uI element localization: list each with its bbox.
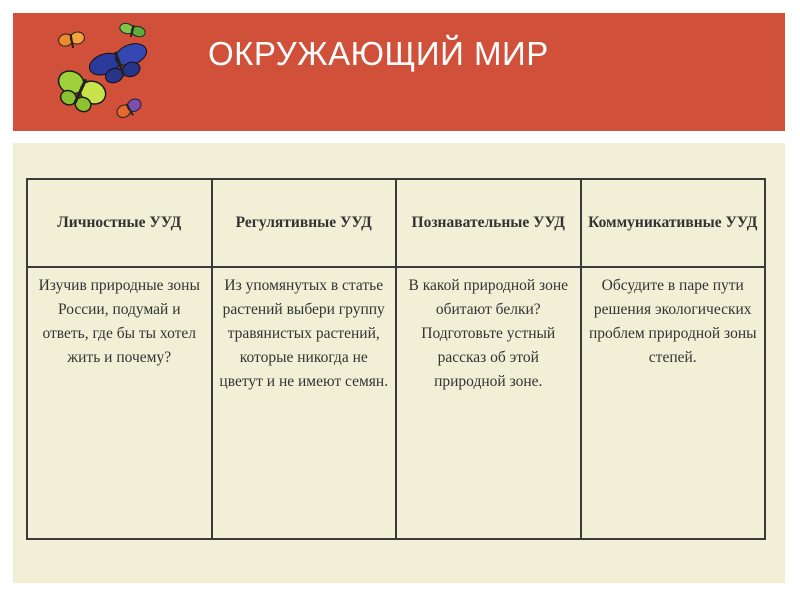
butterflies-icon [50,20,160,130]
table-row [27,267,765,539]
table-cell-personal: Изучив природные зоны России, подумай и ответь, где бы ты хотел жить и почему? [27,267,212,539]
column-header-communicative: Коммуникативные УУД [581,179,766,267]
table-cell-cognitive: В какой природной зоне обитают белки? Подготовьте устный рассказ об этой природной зоне. [396,267,581,539]
page-title: ОКРУЖАЮЩИЙ МИР [208,35,549,72]
column-header-regulatory: Регулятивные УУД [212,179,397,267]
table-cell-regulatory: Из упомянутых в статье растений выбери группу травянистых растений, которые никогда не цветут и не имеют семян. [212,267,397,539]
table-header-row [27,179,765,267]
column-header-cognitive: Познавательные УУД [396,179,581,267]
table-cell-communicative: Обсудите в паре пути решения экологических проблем природной зоны степей. [581,267,766,539]
column-header-personal: Личностные УУД [27,179,212,267]
uud-table [26,178,766,540]
